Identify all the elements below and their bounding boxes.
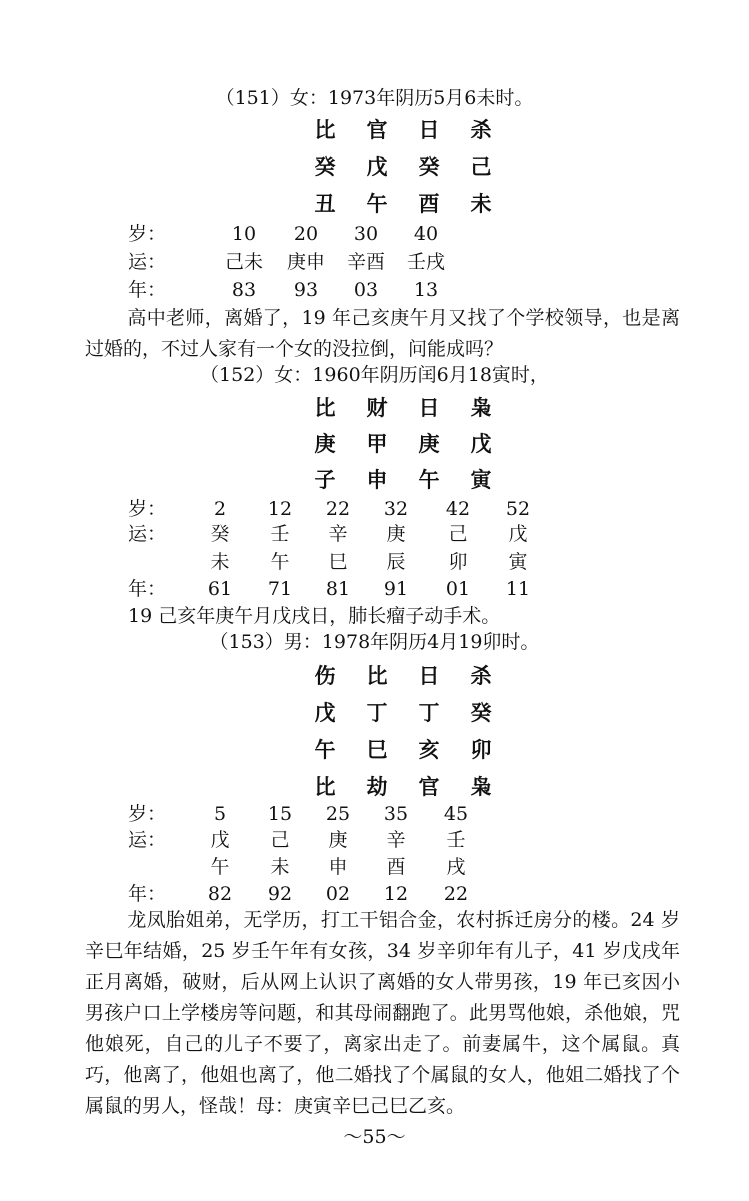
case-152-ten-gods-row	[310, 392, 500, 422]
year-value: 82	[207, 883, 233, 905]
chart-cell: 甲	[366, 432, 388, 456]
case-151-text: 高中老师，离婚了，19 年己亥庚午月又找了个学校领导，也是离过婚的，不过人家有一个女的没拉倒，问能成吗？	[85, 307, 680, 360]
chart-cell: 卯	[470, 738, 492, 762]
luck-stem: 己	[270, 829, 290, 851]
chart-cell: 癸	[418, 155, 440, 179]
chart-cell: 申	[366, 468, 388, 492]
year-label: 年：	[128, 279, 167, 301]
luck-pillar: 辛酉	[346, 251, 385, 273]
year-value: 13	[413, 279, 439, 301]
year-value: 11	[505, 578, 531, 600]
year-value: 91	[383, 578, 409, 600]
case-153-text: 龙凤胎姐弟，无学历，打工干铝合金，农村拆迁房分的楼。24 岁辛巳年结婚，25 岁壬午年有女孩，34 岁辛卯年有儿子，41 岁戊戌年正月离婚，破财，后从网上认识了离婚的女人带男孩，19 年已亥因小男孩户口上学楼房等问题，和其母闹翻跑了。此男骂他娘，杀他娘，咒他娘死，自己的儿子不要了，离家出走了。前妻属牛，这个属鼠。真巧，他离了，他姐也离了，他二婚找了个属鼠的女人，他姐二婚找了个属鼠的男人，怪哉！母：庚寅辛巳己巳乙亥。	[85, 909, 680, 1117]
age-value: 12	[267, 498, 293, 520]
luck-stem: 辛	[386, 829, 406, 851]
chart-cell: 杀	[470, 664, 492, 688]
chart-cell: 亥	[418, 738, 440, 762]
chart-cell: 戊	[314, 701, 336, 725]
luck-stem: 壬	[446, 829, 466, 851]
year-value: 92	[267, 883, 293, 905]
chart-cell: 比	[314, 775, 336, 799]
case-152-age-row	[128, 496, 608, 522]
chart-cell: 杀	[470, 118, 492, 142]
year-value: 02	[325, 883, 351, 905]
case-151-year-row	[128, 277, 608, 303]
chart-cell: 官	[418, 775, 440, 799]
case-152-description	[128, 601, 688, 632]
case-151-branches-row	[310, 188, 500, 218]
case-153-branches-row	[310, 734, 500, 764]
chart-cell: 丑	[314, 192, 336, 216]
luck-branch: 寅	[508, 551, 528, 573]
age-value: 30	[353, 223, 379, 245]
luck-stem: 己	[448, 523, 468, 545]
chart-cell: 己	[470, 155, 492, 179]
age-value: 40	[413, 223, 439, 245]
age-value: 32	[383, 498, 409, 520]
chart-cell: 官	[366, 118, 388, 142]
case-153-heading: （153）男：1978年阴历4月19卯时。	[209, 631, 540, 653]
age-value: 42	[445, 498, 471, 520]
year-value: 12	[383, 883, 409, 905]
age-value: 2	[213, 498, 227, 520]
chart-cell: 日	[418, 396, 440, 420]
age-label: 岁：	[128, 803, 167, 825]
chart-cell: 劫	[366, 775, 388, 799]
year-value: 71	[267, 578, 293, 600]
case-153-luck-branch-row	[128, 854, 608, 880]
age-value: 45	[443, 803, 469, 825]
chart-cell: 巳	[366, 738, 388, 762]
chart-cell: 癸	[314, 155, 336, 179]
chart-cell: 丁	[418, 701, 440, 725]
luck-pillar: 庚申	[286, 251, 325, 273]
case-152-stems-row	[310, 428, 500, 458]
case-152-text: 19 己亥年庚午月戊戌日，肺长瘤子动手术。	[128, 605, 501, 627]
luck-stem: 癸	[210, 523, 230, 545]
year-value: 61	[207, 578, 233, 600]
luck-stem: 戊	[210, 829, 230, 851]
luck-branch: 未	[270, 856, 290, 878]
chart-cell: 伤	[314, 664, 336, 688]
luck-branch: 巳	[328, 551, 348, 573]
age-value: 20	[293, 223, 319, 245]
chart-cell: 丁	[366, 701, 388, 725]
chart-cell: 比	[366, 664, 388, 688]
chart-cell: 枭	[470, 775, 492, 799]
chart-cell: 午	[418, 468, 440, 492]
year-value: 22	[443, 883, 469, 905]
luck-stem: 辛	[328, 523, 348, 545]
year-value: 03	[353, 279, 379, 301]
chart-cell: 午	[366, 192, 388, 216]
case-152-branches-row	[310, 464, 500, 494]
age-value: 22	[325, 498, 351, 520]
luck-branch: 午	[270, 551, 290, 573]
luck-label: 运：	[128, 523, 167, 545]
luck-stem: 庚	[328, 829, 348, 851]
luck-branch: 酉	[386, 856, 406, 878]
chart-cell: 庚	[314, 432, 336, 456]
luck-label: 运：	[128, 829, 167, 851]
luck-branch: 午	[210, 856, 230, 878]
case-151-heading: （151）女：1973年阴历5月6未时。	[215, 87, 534, 109]
case-152-luck-stem-row	[128, 521, 608, 547]
case-153-ten-gods-row	[310, 660, 500, 690]
chart-cell: 比	[314, 396, 336, 420]
luck-branch: 未	[210, 551, 230, 573]
age-value: 52	[505, 498, 531, 520]
case-153-luck-stem-row	[128, 827, 608, 853]
luck-branch: 辰	[386, 551, 406, 573]
luck-pillar: 己未	[224, 251, 263, 273]
age-value: 35	[383, 803, 409, 825]
page-number: ～55～	[343, 1126, 406, 1148]
luck-branch: 卯	[448, 551, 468, 573]
age-label: 岁：	[128, 223, 167, 245]
case-152-luck-branch-row	[128, 549, 608, 575]
case-151-stems-row	[310, 151, 500, 181]
chart-cell: 酉	[418, 192, 440, 216]
luck-label: 运：	[128, 251, 167, 273]
age-value: 5	[213, 803, 227, 825]
chart-cell: 日	[418, 118, 440, 142]
chart-cell: 庚	[418, 432, 440, 456]
case-151-description	[85, 303, 680, 365]
chart-cell: 枭	[470, 396, 492, 420]
age-value: 25	[325, 803, 351, 825]
chart-cell: 日	[418, 664, 440, 688]
luck-stem: 戊	[508, 523, 528, 545]
luck-pillar: 壬戌	[406, 251, 445, 273]
chart-cell: 午	[314, 738, 336, 762]
year-value: 83	[231, 279, 257, 301]
age-value: 15	[267, 803, 293, 825]
case-152-heading: （152）女：1960年阴历闰6月18寅时，	[200, 364, 549, 386]
chart-cell: 癸	[470, 701, 492, 725]
year-label: 年：	[128, 883, 167, 905]
case-153-description	[85, 905, 680, 1122]
case-151-ten-gods-row	[310, 114, 500, 144]
chart-cell: 未	[470, 192, 492, 216]
luck-branch: 戌	[446, 856, 466, 878]
case-153-stems-row	[310, 697, 500, 727]
chart-cell: 子	[314, 468, 336, 492]
age-label: 岁：	[128, 498, 167, 520]
case-153-hidden-gods-row	[310, 771, 500, 801]
case-151-luck-row	[128, 249, 608, 275]
chart-cell: 戊	[366, 155, 388, 179]
case-153-year-row	[128, 881, 608, 907]
chart-cell: 寅	[470, 468, 492, 492]
year-value: 81	[325, 578, 351, 600]
chart-cell: 比	[314, 118, 336, 142]
case-152-year-row	[128, 576, 608, 602]
case-151-age-row	[128, 221, 608, 247]
chart-cell: 财	[366, 396, 388, 420]
year-label: 年：	[128, 578, 167, 600]
year-value: 93	[293, 279, 319, 301]
luck-stem: 壬	[270, 523, 290, 545]
luck-stem: 庚	[386, 523, 406, 545]
case-153-age-row	[128, 801, 608, 827]
chart-cell: 戊	[470, 432, 492, 456]
year-value: 01	[445, 578, 471, 600]
luck-branch: 申	[328, 856, 348, 878]
age-value: 10	[231, 223, 257, 245]
